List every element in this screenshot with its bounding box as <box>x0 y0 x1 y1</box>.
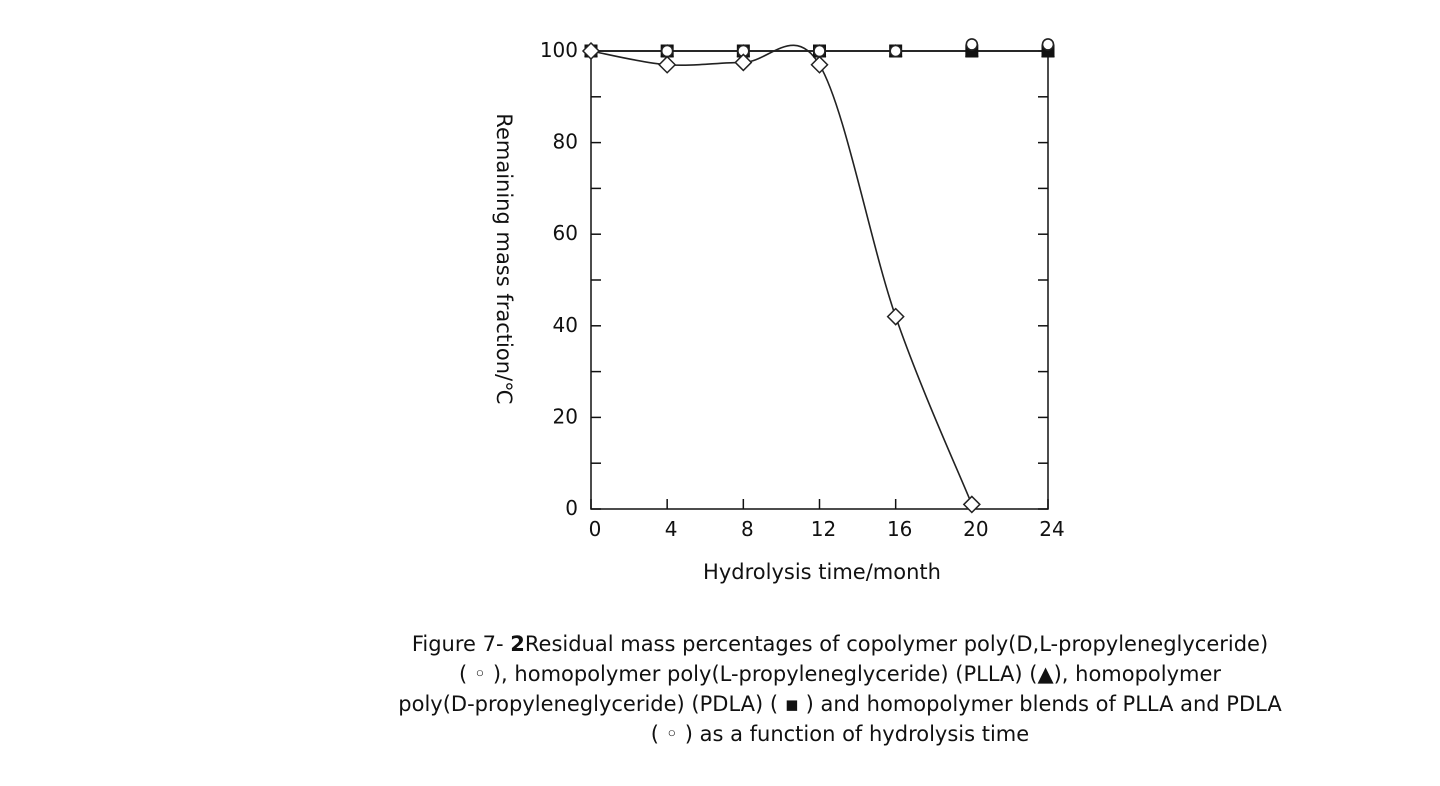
caption-line-3: poly(D-propyleneglyceride) (PDLA) ( ▪ ) and homopolymer blends of PLLA and PDLA <box>398 692 1282 716</box>
data-point-series-3 <box>814 46 825 57</box>
data-point-series-3 <box>662 46 673 57</box>
data-point-series-3 <box>966 39 977 50</box>
x-tick-label: 24 <box>1039 517 1065 541</box>
x-tick-label: 20 <box>963 517 989 541</box>
y-tick-label: 0 <box>565 496 578 520</box>
ticks-layer <box>540 38 1065 541</box>
caption-text-1: Residual mass percentages of copolymer poly(D,L-propyleneglyceride) <box>524 632 1269 656</box>
y-tick-label: 80 <box>552 129 578 154</box>
data-point-series-0 <box>888 309 904 325</box>
data-point-series-0 <box>964 496 980 512</box>
x-axis-title: Hydrolysis time/month <box>703 560 941 584</box>
caption-figure-number: 2 <box>510 632 525 656</box>
plot-frame <box>591 51 1048 509</box>
x-tick-label: 16 <box>886 517 913 541</box>
data-point-series-3 <box>890 46 901 57</box>
x-tick-label: 4 <box>664 517 678 541</box>
y-axis-title: Remaining mass fraction/℃ <box>492 113 516 405</box>
series-line-0 <box>591 45 972 504</box>
caption-line-4: ( ◦ ) as a function of hydrolysis time <box>650 722 1030 746</box>
data-point-series-0 <box>659 57 675 73</box>
figure-caption <box>340 629 1340 749</box>
y-tick-label: 100 <box>539 38 578 62</box>
x-tick-label: 8 <box>740 517 754 541</box>
series-markers <box>583 39 1054 513</box>
caption-line-2: ( ◦ ), homopolymer poly(L-propyleneglyceride) (PLLA) (▲), homopolymer <box>458 662 1222 686</box>
y-tick-label: 20 <box>552 404 578 429</box>
caption-line-1 <box>340 629 1340 659</box>
y-tick-label: 40 <box>552 312 578 337</box>
data-point-series-3 <box>1043 39 1054 50</box>
y-tick-label: 60 <box>552 221 578 246</box>
data-point-series-0 <box>812 57 828 73</box>
x-tick-label: 12 <box>810 517 837 541</box>
x-tick-label: 0 <box>588 517 602 541</box>
caption-prefix: Figure 7- <box>411 632 511 656</box>
series-lines <box>591 45 1048 504</box>
